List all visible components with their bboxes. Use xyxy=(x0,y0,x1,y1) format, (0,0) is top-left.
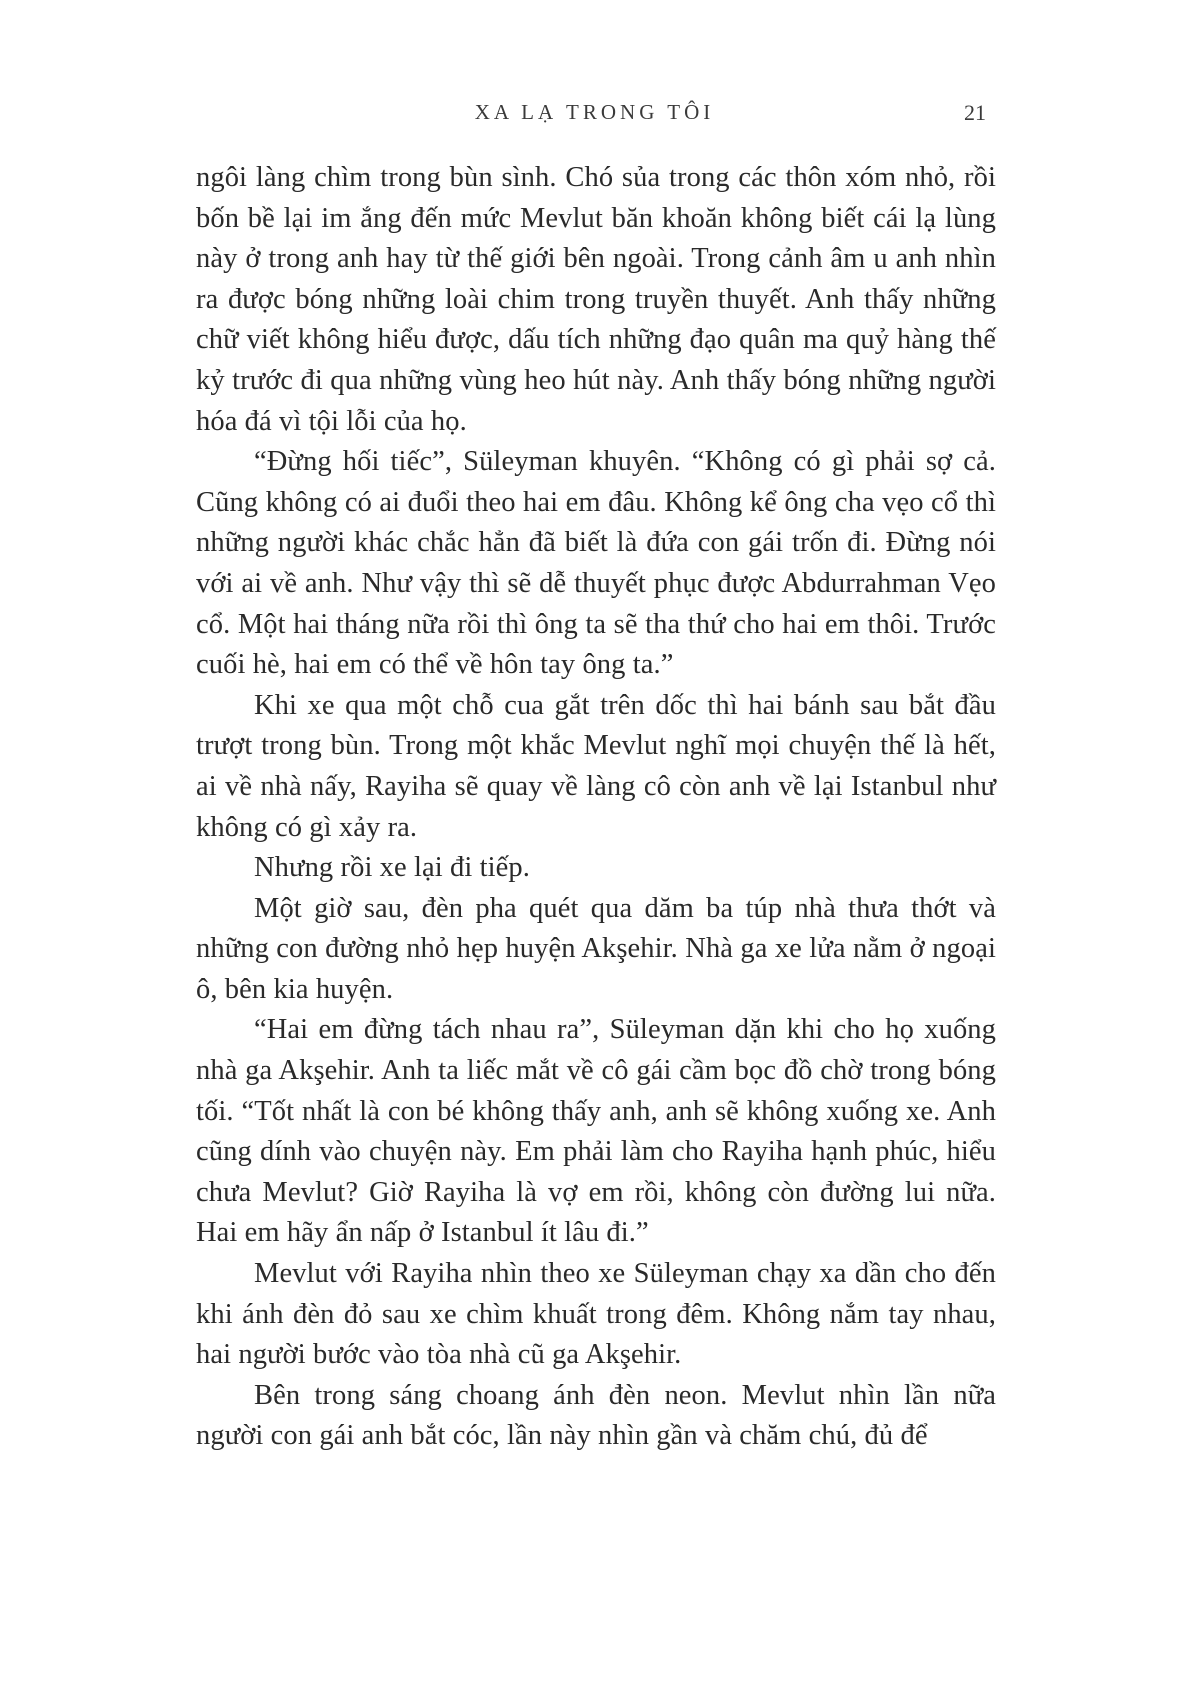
running-head xyxy=(0,100,1189,130)
paragraph: Mevlut với Rayiha nhìn theo xe Süleyman chạy xa dần cho đến khi ánh đèn đỏ sau xe chìm khuất trong đêm. Không nắm tay nhau, hai người bước vào tòa nhà cũ ga Akşehir. xyxy=(196,1258,996,1371)
body-text xyxy=(196,158,996,1457)
running-title: XA LẠ TRONG TÔI xyxy=(474,100,715,124)
paragraph: Khi xe qua một chỗ cua gắt trên dốc thì hai bánh sau bắt đầu trượt trong bùn. Trong một khắc Mevlut nghĩ mọi chuyện thế là hết, ai về nhà nấy, Rayiha sẽ quay về làng cô còn anh về lại Istanbul như không có gì xảy ra. xyxy=(196,689,996,843)
paragraph: “Hai em đừng tách nhau ra”, Süleyman dặn khi cho họ xuống nhà ga Akşehir. Anh ta liếc mắt về cô gái cầm bọc đồ chờ trong bóng tối. “Tốt nhất là con bé không thấy anh, anh sẽ không xuống xe. Anh cũng dính vào chuyện này. Em phải làm cho Rayiha hạnh phúc, hiểu chưa Mevlut? Giờ Rayiha là vợ em rồi, không còn đường lui nữa. Hai em hãy ẩn nấp ở Istanbul ít lâu đi.” xyxy=(196,1014,996,1249)
paragraph: Bên trong sáng choang ánh đèn neon. Mevlut nhìn lần nữa người con gái anh bắt cóc, lần này nhìn gần và chăm chú, đủ để xyxy=(196,1379,996,1452)
paragraph: Một giờ sau, đèn pha quét qua dăm ba túp nhà thưa thớt và những con đường nhỏ hẹp huyện Akşehir. Nhà ga xe lửa nằm ở ngoại ô, bên kia huyện. xyxy=(196,892,996,1005)
paragraph: Nhưng rồi xe lại đi tiếp. xyxy=(254,852,530,884)
paragraph: “Đừng hối tiếc”, Süleyman khuyên. “Không có gì phải sợ cả. Cũng không có ai đuổi theo hai em đâu. Không kể ông cha vẹo cổ thì những người khác chắc hẳn đã biết là đứa con gái trốn đi. Đừng nói với ai về anh. Như vậy thì sẽ dễ thuyết phục được Abdurrahman Vẹo cổ. Một hai tháng nữa rồi thì ông ta sẽ tha thứ cho hai em thôi. Trước cuối hè, hai em có thể về hôn tay ông ta.” xyxy=(196,446,996,681)
page-number: 21 xyxy=(964,100,986,125)
paragraph: ngôi làng chìm trong bùn sình. Chó sủa trong các thôn xóm nhỏ, rồi bốn bề lại im ắng đến mức Mevlut băn khoăn không biết cái lạ lùng này ở trong anh hay từ thế giới bên ngoài. Trong cảnh âm u anh nhìn ra được bóng những loài chim trong truyền thuyết. Anh thấy những chữ viết không hiểu được, dấu tích những đạo quân ma quỷ hàng thế kỷ trước đi qua những vùng heo hút này. Anh thấy bóng những người hóa đá vì tội lỗi của họ. xyxy=(196,162,996,437)
